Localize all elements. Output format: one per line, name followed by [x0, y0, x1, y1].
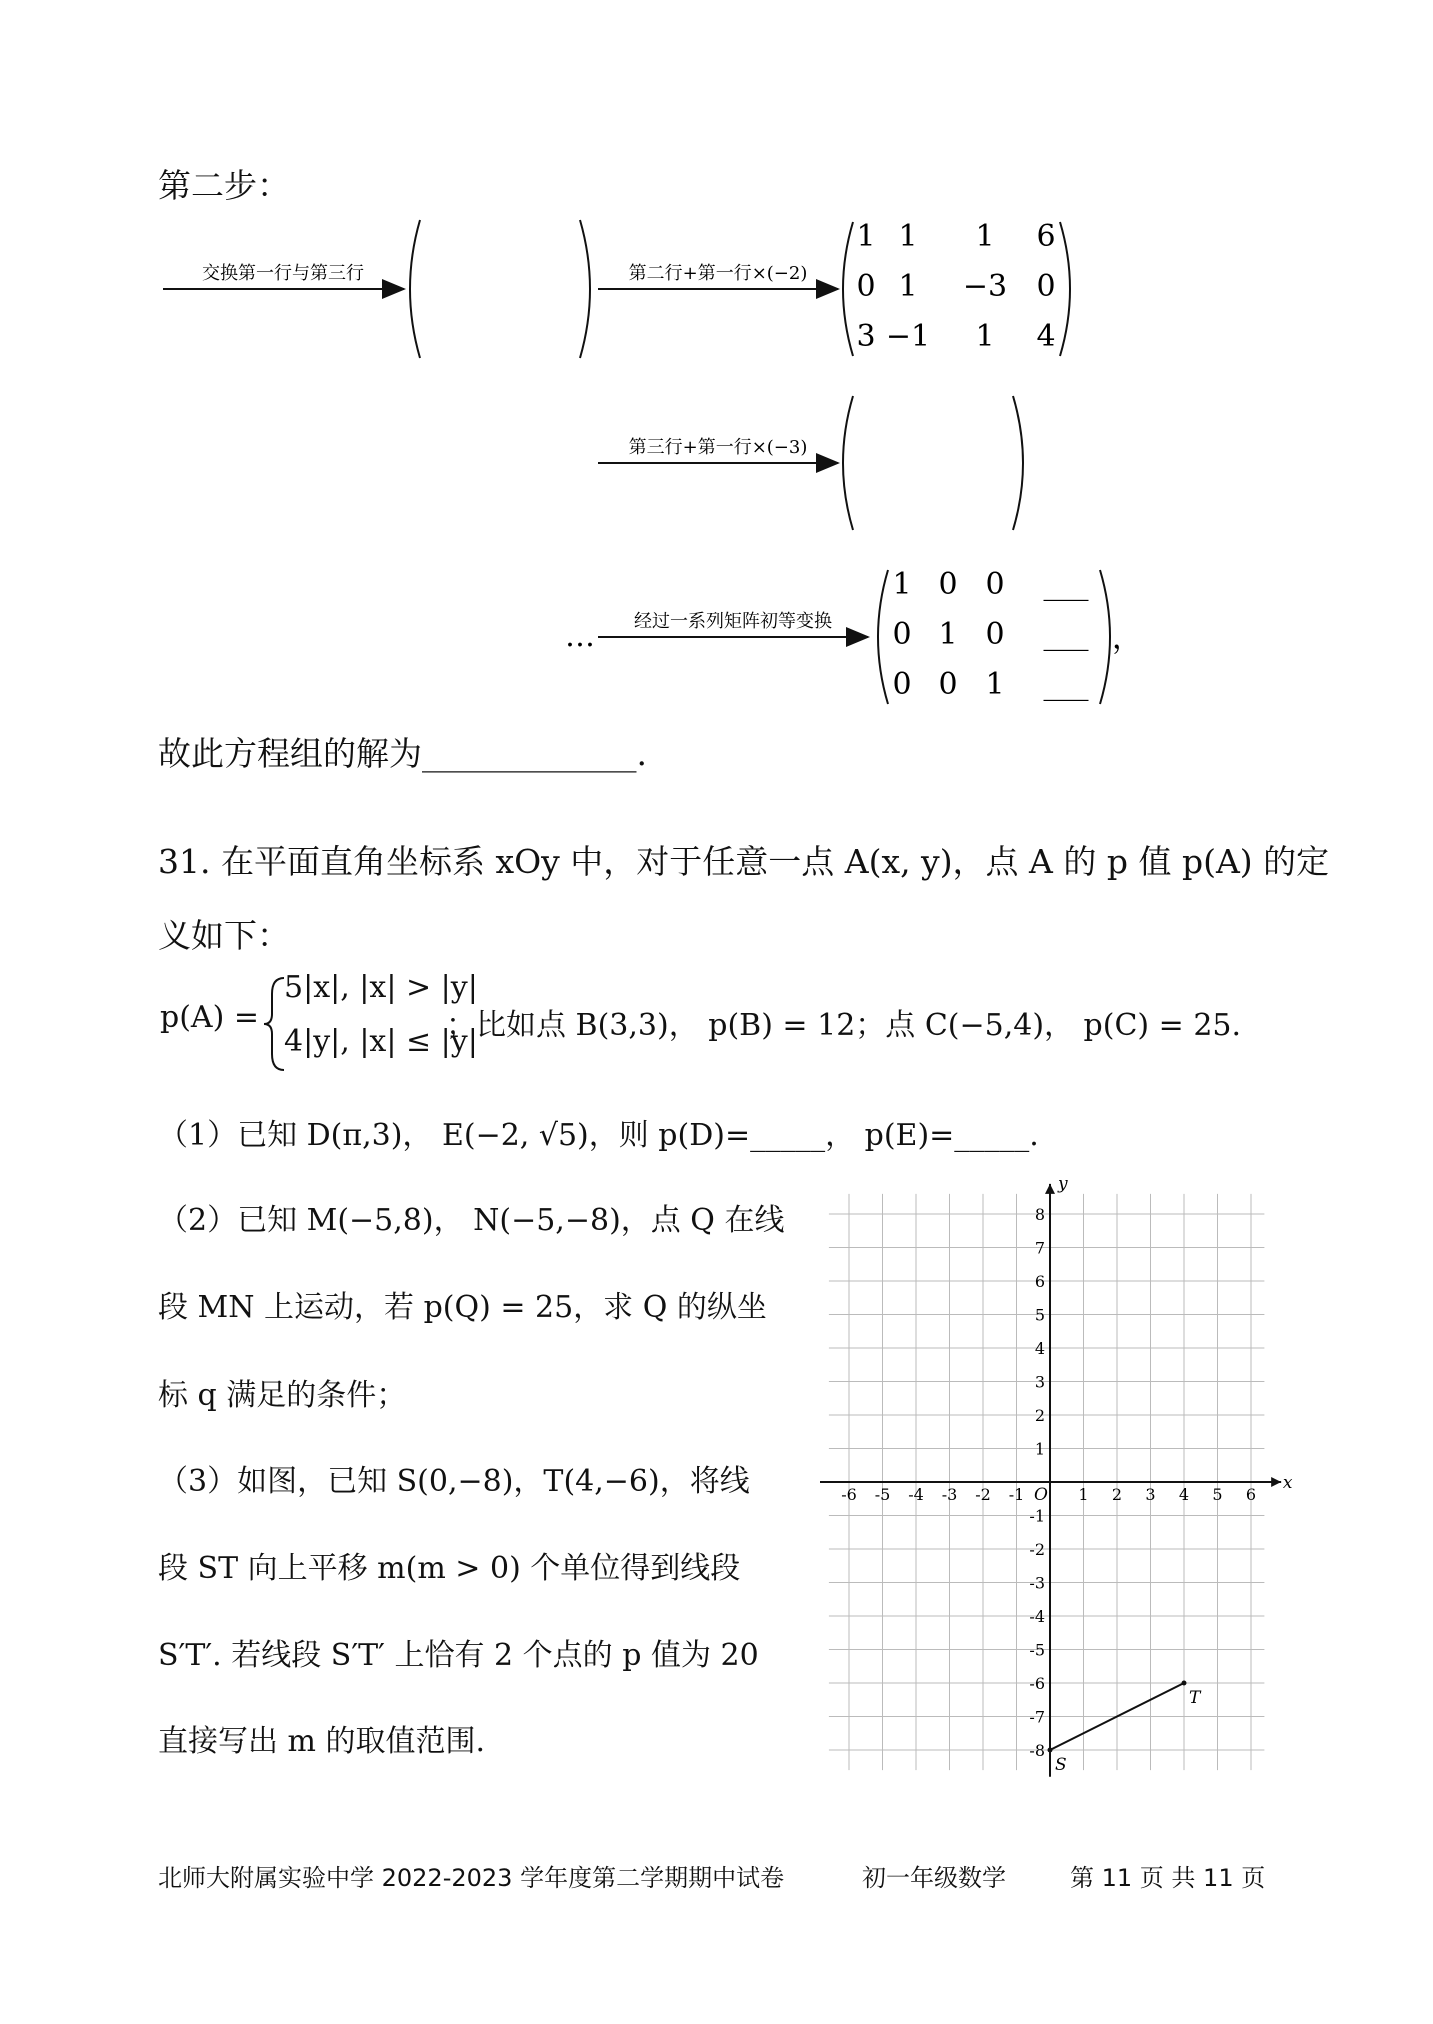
final-matrix-cell-1-2: 0 [985, 617, 1005, 652]
q31-line1: 31. 在平面直角坐标系 xOy 中，对于任意一点 A(x, y)，点 A 的 p 值 p(A) 的定 [158, 842, 1330, 881]
y-axis-label: y [1058, 1180, 1068, 1194]
given-matrix-cell-1-0: 0 [856, 269, 876, 304]
y-tick-label: -8 [1029, 1741, 1045, 1760]
point-label-s: S [1055, 1755, 1067, 1775]
part3-line4: 直接写出 m 的取值范围. [158, 1724, 486, 1759]
footer-subject: 初一年级数学 [862, 1864, 1006, 1892]
x-tick-label: 6 [1245, 1485, 1257, 1504]
origin-label: O [1034, 1485, 1048, 1505]
final-matrix-cell-0-1: 0 [938, 567, 958, 602]
final-matrix-cell-0-3: ___ [1043, 567, 1089, 602]
given-matrix-cell-0-3: 6 [1036, 219, 1056, 254]
def-lhs: p(A) = [160, 1000, 259, 1035]
empty-matrix-2-right-bracket [1013, 396, 1023, 530]
final-matrix-cell-1-3: ___ [1043, 617, 1089, 652]
arrow-1-label: 交换第一行与第三行 [202, 263, 364, 284]
part3-line3: S′T′. 若线段 S′T′ 上恰有 2 个点的 p 值为 20 [158, 1638, 759, 1673]
coordinate-graph [820, 1180, 1300, 1780]
empty-matrix-2-left-bracket [843, 396, 853, 530]
arrow-3-label: 第三行+第一行×(−3) [628, 437, 808, 458]
arrow-4-label: 经过一系列矩阵初等变换 [634, 611, 832, 632]
x-tick-label: -1 [1008, 1485, 1025, 1504]
final-matrix-cell-2-3: ___ [1043, 667, 1089, 702]
point-t [1182, 1681, 1187, 1686]
x-tick-label: -6 [841, 1485, 857, 1504]
footer-school: 北师大附属实验中学 2022-2023 学年度第二学期期中试卷 [158, 1864, 785, 1892]
def-case2: 4|y|, |x| ≤ |y| [284, 1024, 478, 1059]
given-matrix-cell-2-0: 3 [856, 319, 876, 354]
y-tick-label: -6 [1029, 1674, 1045, 1693]
given-matrix-cell-1-3: 0 [1036, 269, 1056, 304]
y-tick-label: -2 [1029, 1540, 1045, 1559]
final-matrix-cell-2-0: 0 [892, 667, 912, 702]
point-s [1048, 1748, 1053, 1753]
x-tick-label: -2 [975, 1485, 991, 1504]
matrix-diagram [0, 0, 1433, 720]
x-tick-label: -4 [908, 1485, 924, 1504]
given-matrix-cell-1-1: 1 [898, 269, 918, 304]
x-tick-label: 4 [1178, 1485, 1190, 1504]
footer-page: 第 11 页 共 11 页 [1070, 1864, 1266, 1892]
x-tick-label: 2 [1111, 1485, 1123, 1504]
arrow-2-label: 第二行+第一行×(−2) [628, 263, 808, 284]
final-matrix-cell-2-2: 1 [985, 667, 1005, 702]
y-tick-label: 1 [1034, 1439, 1045, 1459]
y-tick-label: -7 [1029, 1707, 1045, 1727]
y-tick-label: 6 [1034, 1272, 1045, 1291]
given-matrix-cell-0-0: 1 [856, 219, 876, 254]
y-tick-label: 8 [1034, 1205, 1045, 1224]
y-tick-label: -5 [1029, 1640, 1045, 1660]
part2-line1: （2）已知 M(−5,8)， N(−5,−8)，点 Q 在线 [158, 1203, 785, 1238]
final-matrix-cell-1-0: 0 [892, 617, 912, 652]
final-matrix-cell-1-1: 1 [938, 617, 958, 652]
x-tick-label: -3 [941, 1485, 958, 1504]
point-label-t: T [1189, 1688, 1201, 1708]
final-matrix-cell-2-1: 0 [938, 667, 958, 702]
final-matrix-trailing: ， [1112, 621, 1142, 656]
y-tick-label: 3 [1034, 1372, 1045, 1392]
final-matrix-right-bracket [1100, 570, 1110, 704]
part3-line1: （3）如图，已知 S(0,−8)，T(4,−6)，将线 [158, 1464, 750, 1499]
solution-line: 故此方程组的解为_____________. [158, 734, 647, 773]
given-matrix-cell-0-2: 1 [975, 219, 995, 254]
y-tick-label: -3 [1029, 1573, 1045, 1593]
ellipsis: … [565, 619, 595, 654]
y-tick-label: 7 [1034, 1238, 1045, 1258]
q31-line2: 义如下： [158, 916, 290, 955]
part2-line3: 标 q 满足的条件； [158, 1378, 407, 1413]
given-matrix-right-bracket [1060, 222, 1070, 356]
given-matrix-cell-2-1: −1 [885, 319, 931, 354]
y-tick-label: -1 [1029, 1506, 1045, 1526]
y-tick-label: -4 [1029, 1607, 1045, 1626]
final-matrix-cell-0-2: 0 [985, 567, 1005, 602]
x-axis-label: x [1282, 1473, 1293, 1493]
part1: （1）已知 D(π,3)， E(−2, √5)，则 p(D)=_____， p(E)=_____. [158, 1118, 1039, 1153]
empty-matrix-1-left-bracket [410, 220, 420, 358]
x-axis-arrow-icon [1271, 1477, 1281, 1487]
part3-line2: 段 ST 向上平移 m(m > 0) 个单位得到线段 [158, 1551, 741, 1586]
step-heading: 第二步： [158, 166, 290, 205]
given-matrix-cell-2-3: 4 [1036, 319, 1056, 354]
part2-line2: 段 MN 上运动，若 p(Q) = 25，求 Q 的纵坐 [158, 1290, 767, 1325]
x-tick-label: 5 [1212, 1485, 1223, 1504]
y-axis-arrow-icon [1045, 1184, 1055, 1194]
x-tick-label: -5 [874, 1485, 891, 1504]
x-tick-label: 3 [1145, 1485, 1156, 1504]
x-tick-label: 1 [1078, 1485, 1089, 1504]
given-matrix-cell-1-2: −3 [962, 269, 1008, 304]
final-matrix-left-bracket [878, 570, 888, 704]
y-tick-label: 4 [1034, 1339, 1045, 1358]
given-matrix-cell-2-2: 1 [975, 319, 995, 354]
empty-matrix-1-right-bracket [580, 220, 590, 358]
y-tick-label: 2 [1034, 1406, 1045, 1425]
def-examples: ；比如点 B(3,3)， p(B) = 12；点 C(−5,4)， p(C) = 25. [446, 1008, 1242, 1043]
given-matrix-cell-0-1: 1 [898, 219, 918, 254]
def-case1: 5|x|, |x| > |y| [284, 970, 478, 1005]
y-tick-label: 5 [1034, 1305, 1045, 1325]
final-matrix-cell-0-0: 1 [892, 567, 912, 602]
given-matrix-left-bracket [843, 222, 853, 356]
